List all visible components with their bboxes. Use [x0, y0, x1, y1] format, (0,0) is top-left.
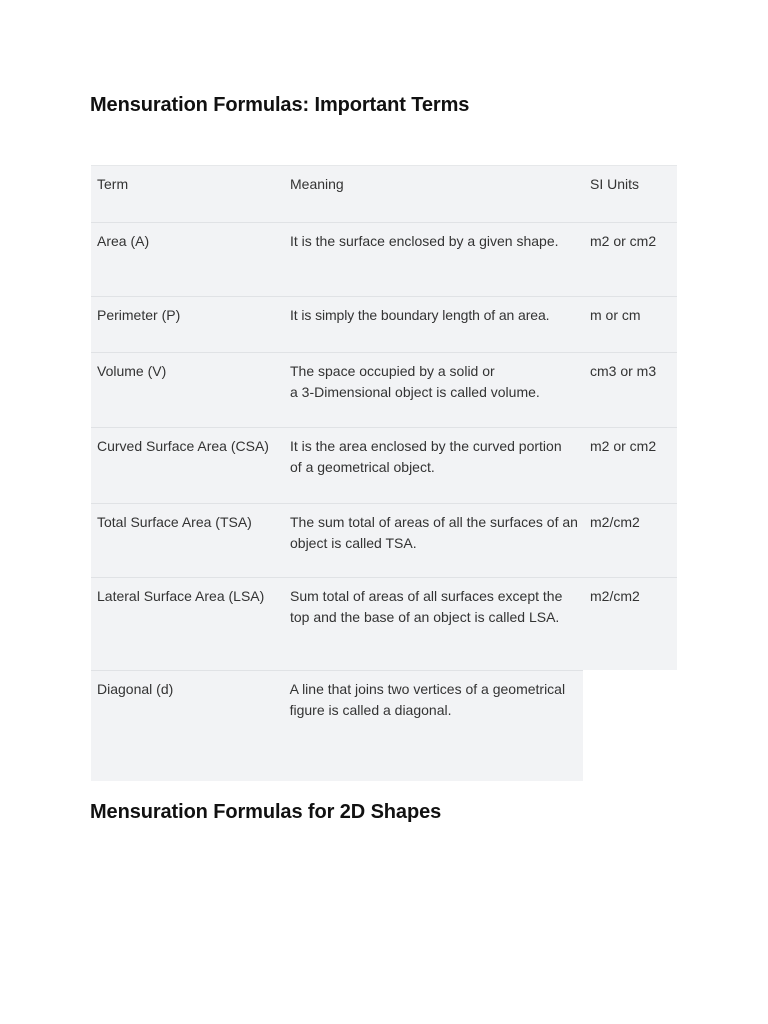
- term-cell: Perimeter (P): [97, 307, 181, 323]
- meaning-cell: Sum total of areas of all surfaces except the top and the base of an object is called LSA.: [290, 588, 563, 625]
- table-row: [91, 427, 677, 503]
- term-cell: Area (A): [97, 233, 150, 249]
- column-header-meaning: Meaning: [290, 176, 344, 192]
- term-cell: Lateral Surface Area (LSA): [97, 588, 265, 604]
- meaning-cell: The sum total of areas of all the surfaces of an object is called TSA.: [290, 514, 578, 551]
- section-title-2d-shapes: Mensuration Formulas for 2D Shapes: [90, 801, 442, 823]
- si-unit-cell: m2/cm2: [590, 588, 640, 604]
- term-cell: Diagonal (d): [97, 681, 174, 697]
- si-unit-cell: m2 or cm2: [590, 233, 657, 249]
- column-header-si-units: SI Units: [590, 176, 640, 192]
- terms-table: [91, 165, 677, 781]
- section-title-important-terms: Mensuration Formulas: Important Terms: [90, 94, 470, 116]
- table-header-row: [91, 165, 677, 222]
- meaning-cell: It is the surface enclosed by a given shape.: [290, 233, 559, 249]
- term-cell: Curved Surface Area (CSA): [97, 438, 269, 454]
- table-row: [91, 296, 677, 352]
- meaning-cell: The space occupied by a solid or a 3-Dimensional object is called volume.: [290, 363, 540, 400]
- si-unit-cell: m2 or cm2: [590, 438, 657, 454]
- table-row: [91, 222, 677, 296]
- table-row: [91, 577, 677, 670]
- meaning-cell: It is the area enclosed by the curved portion of a geometrical object.: [290, 438, 562, 475]
- table-row: [91, 503, 677, 577]
- meaning-cell: A line that joins two vertices of a geometrical figure is called a diagonal.: [289, 681, 566, 718]
- term-cell: Volume (V): [97, 363, 167, 379]
- si-unit-cell: m or cm: [590, 307, 641, 323]
- table-row: [91, 352, 677, 427]
- term-cell: Total Surface Area (TSA): [97, 514, 252, 530]
- meaning-cell: It is simply the boundary length of an area.: [290, 307, 550, 323]
- column-header-term: Term: [97, 176, 129, 192]
- si-unit-cell: cm3 or m3: [590, 363, 657, 379]
- table-row: [91, 670, 583, 781]
- si-unit-cell: m2/cm2: [590, 514, 640, 530]
